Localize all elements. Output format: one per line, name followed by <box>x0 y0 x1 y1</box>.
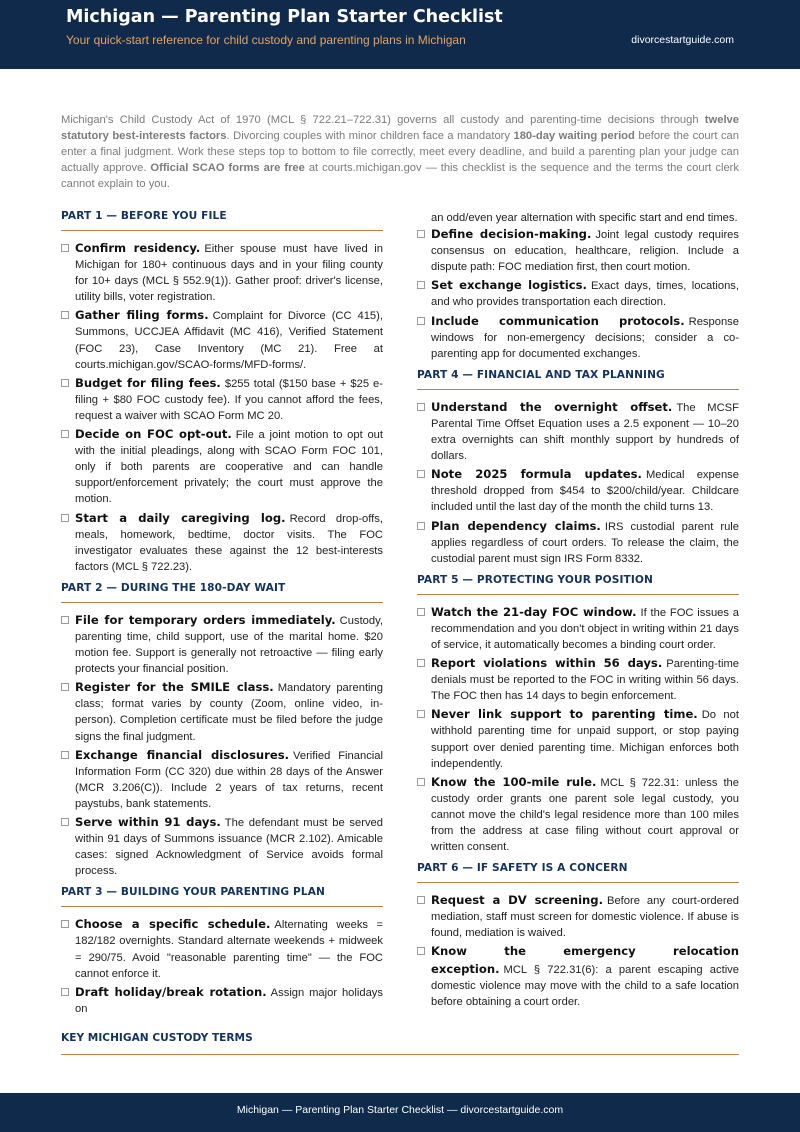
item-text: $255 total ($150 base + $25 e-filing + $80 FOC custody fee). If you cannot afford the fees, request a waiver with SCAO Form MC 20. <box>75 377 384 422</box>
item-lead: Set exchange logistics. <box>431 278 587 293</box>
intro-bold: 180-day waiting period <box>513 130 635 142</box>
section-title-part-2: PART 2 — DURING THE 180-DAY WAIT <box>61 582 383 603</box>
checkbox[interactable] <box>61 430 69 438</box>
checkbox[interactable] <box>417 470 425 478</box>
checkbox[interactable] <box>417 403 425 411</box>
item-lead: Decide on FOC opt-out. <box>75 427 232 442</box>
footer-text: Michigan — Parenting Plan Starter Checklist — divorcestartguide.com <box>236 1104 564 1116</box>
checklist-item <box>417 774 739 855</box>
item-text: Parenting-time denials must be reported to the FOC in writing within 56 days. The FOC then has 14 days to begin enforcement. <box>431 658 739 703</box>
checklist-item <box>61 307 383 372</box>
checklist-item <box>417 226 739 275</box>
checklist-item <box>61 426 383 507</box>
left-column <box>61 210 383 1019</box>
item-text: Before any court-ordered mediation, staff must screen for domestic violence. If abuse is found, mediation is waived. <box>431 895 739 940</box>
item-text: Verified Financial Information Form (CC 320) due within 28 days of the Answer (MCR 3.206(C)). Include 2 years of tax returns, recent paystubs, bank statements. <box>75 749 383 810</box>
item-lead: Know the 100-mile rule. <box>431 774 597 789</box>
item-text: Custody, parenting time, child support, use of the marital home. $20 motion fee. Support is generally not retroactive — filing early protects your financial position. <box>75 614 383 676</box>
item-lead: Gather filing forms. <box>75 308 209 323</box>
checkbox[interactable] <box>417 710 425 718</box>
checkbox[interactable] <box>417 608 425 616</box>
section-title-part-1: PART 1 — BEFORE YOU FILE <box>61 210 383 231</box>
checklist-item <box>61 510 383 575</box>
section-title-part-5: PART 5 — PROTECTING YOUR POSITION <box>417 574 739 595</box>
item-text: Assign major holidays on <box>75 986 383 1015</box>
checkbox[interactable] <box>61 311 69 319</box>
item-lead: Include communication protocols. <box>431 313 685 328</box>
intro-paragraph <box>61 112 739 192</box>
checklist-item <box>417 518 739 567</box>
checklist-item <box>417 277 739 310</box>
page-title: Michigan — Parenting Plan Starter Checklist <box>66 7 503 27</box>
item-lead: Never link support to parenting time. <box>431 707 698 722</box>
checkbox[interactable] <box>417 522 425 530</box>
checklist-item <box>61 240 383 305</box>
checklist-item <box>417 943 739 1009</box>
checklist-item <box>417 706 739 771</box>
item-text: Exact days, times, locations, and who provides transportation each direction. <box>431 280 739 309</box>
item-text: If the FOC issues a recommendation and you don't object in writing within 21 days of service, it automatically becomes a binding court order. <box>431 606 739 651</box>
item-text: The MCSF Parental Time Offset Equation uses a 2.5 exponent — 10–20 extra overnights can shift monthly support by hundreds of dollars. <box>431 401 739 463</box>
checklist-item <box>61 747 383 812</box>
checkbox[interactable] <box>61 818 69 826</box>
checklist-item <box>61 984 383 1017</box>
checkbox[interactable] <box>417 230 425 238</box>
item-text: Response windows for non-emergency decisions; consider a co-parenting app for documented exchanges. <box>431 315 739 360</box>
checklist-item <box>61 679 383 744</box>
checkbox[interactable] <box>417 281 425 289</box>
intro-bold: twelve statutory best-interests factors <box>61 114 739 142</box>
item-text: Medical expense threshold dropped from $454 to $200/child/year. Childcare included until the last day of the month the child turns 13. <box>431 469 739 514</box>
intro-text: at courts.michigan.gov — this checklist is the sequence and the terms the court clerk cannot explain to you. <box>61 162 739 190</box>
checkbox[interactable] <box>61 683 69 691</box>
item-lead: Exchange financial disclosures. <box>75 747 290 762</box>
item-lead: Choose a specific schedule. <box>75 917 271 932</box>
item-text: Record drop-offs, meals, homework, bedtime, doctor visits. The FOC investigator evaluates these against the 12 best-interests factors (MCL § 722.23). <box>75 512 383 573</box>
checklist-item <box>61 814 383 879</box>
right-column <box>417 210 739 1012</box>
checklist-item <box>61 375 383 424</box>
intro-text: before the court can enter a final judgment. Work these steps top to bottom to file correctly, meet every deadline, and build a parenting plan your judge can actually approve. <box>61 130 739 174</box>
item-text: Alternating weeks = 182/182 overnights. Standard alternate weekends + midweek = 290/75. Avoid "reasonable parenting time" — the FOC cannot enforce it. <box>75 919 383 980</box>
item-continuation: an odd/even year alternation with specific start and end times. <box>431 212 738 224</box>
item-text: Either spouse must have lived in Michigan for 180+ continuous days and in your filing county for 10+ days (MCL § 552.9(1)). Gather proof: driver's license, utility bills, voter registration. <box>75 243 384 304</box>
item-lead: Serve within 91 days. <box>75 815 221 829</box>
checkbox[interactable] <box>61 244 69 252</box>
item-text: File a joint motion to opt out with the initial pleadings, along with SCAO Form FOC 101, only if both parents are cooperative and can handle support/enforcement privately; the court must approve the motion. <box>75 429 383 506</box>
page-footer <box>0 1093 800 1132</box>
checkbox[interactable] <box>61 379 69 387</box>
checkbox[interactable] <box>417 778 425 786</box>
item-text: MCL § 722.31(6): a parent escaping active domestic violence may move with the child to a safe location before obtaining a court order. <box>431 963 739 1008</box>
item-lead: Register for the SMILE class. <box>75 680 274 695</box>
item-text: Mandatory parenting class; format varies by county (Zoom, online video, in-person). Completion certificate must be filed before the judge signs the final judgment. <box>75 682 383 743</box>
section-title-part-4: PART 4 — FINANCIAL AND TAX PLANNING <box>417 369 739 390</box>
item-text: Do not withhold parenting time for unpaid support, or stop paying support over denied parenting time. Michigan enforces both independently. <box>431 709 739 770</box>
checkbox[interactable] <box>61 751 69 759</box>
intro-bold: Official SCAO forms are free <box>150 162 305 174</box>
item-lead: Know the emergency relocation exception. <box>431 944 739 976</box>
checkbox[interactable] <box>61 920 69 928</box>
checkbox[interactable] <box>61 988 69 996</box>
item-lead: Budget for filing fees. <box>75 375 221 390</box>
item-lead: Watch the 21-day FOC window. <box>431 604 637 619</box>
checkbox[interactable] <box>61 514 69 522</box>
intro-text: Michigan's Child Custody Act of 1970 (MCL § 722.21–722.31) governs all custody and parenting-time decisions through <box>61 114 705 126</box>
key-terms-title: KEY MICHIGAN CUSTODY TERMS <box>61 1032 739 1055</box>
item-text: MCL § 722.31: unless the custody order grants one parent sole legal custody, you cannot move the child's legal residence more than 100 miles from the address at case filing without court approval or written consent. <box>431 776 739 854</box>
item-lead: Define decision-making. <box>431 227 592 242</box>
page-subtitle: Your quick-start reference for child custody and parenting plans in Michigan <box>66 33 466 47</box>
item-lead: Report violations within 56 days. <box>431 656 663 671</box>
checklist-item <box>417 604 739 653</box>
item-text: The defendant must be served within 91 days of Summons issuance (MCR 2.102). Amicable cases: signed Acknowledgment of Service avoids formal process. <box>75 817 383 878</box>
page-header <box>0 0 800 69</box>
checklist-item <box>61 612 383 677</box>
checklist-item <box>417 892 739 941</box>
intro-text: . Divorcing couples with minor children face a mandatory <box>226 130 514 142</box>
item-lead: Understand the overnight offset. <box>431 399 673 414</box>
checklist-item <box>417 466 739 515</box>
checkbox[interactable] <box>61 616 69 624</box>
item-lead: Request a DV screening. <box>431 893 603 908</box>
checkbox[interactable] <box>417 947 425 955</box>
item-lead: Confirm residency. <box>75 241 201 255</box>
site-link[interactable]: divorcestartguide.com <box>631 34 734 46</box>
item-text: Complaint for Divorce (CC 415), Summons, UCCJEA Affidavit (MC 416), Verified Statement (FOC 23), Case Inventory (MC 21). Free at courts.michigan.gov/SCAO-forms/MFD-forms/. <box>75 310 383 371</box>
section-title-part-3: PART 3 — BUILDING YOUR PARENTING PLAN <box>61 886 383 907</box>
item-text: IRS custodial parent rule applies regardless of court orders. To release the claim, the custodial parent must sign IRS Form 8332. <box>431 520 739 565</box>
item-lead: Start a daily caregiving log. <box>75 510 286 525</box>
item-lead: Note 2025 formula updates. <box>431 467 642 482</box>
checklist-item <box>417 313 739 362</box>
checklist-item <box>61 916 383 981</box>
item-lead: Plan dependency claims. <box>431 518 601 533</box>
item-lead: Draft holiday/break rotation. <box>75 984 267 999</box>
section-title-part-6: PART 6 — IF SAFETY IS A CONCERN <box>417 862 739 883</box>
checkbox[interactable] <box>417 317 425 325</box>
checkbox[interactable] <box>417 659 425 667</box>
checklist-item <box>417 655 739 704</box>
item-lead: File for temporary orders immediately. <box>75 612 336 627</box>
checklist-item <box>417 399 739 464</box>
item-text: Joint legal custody requires consensus on education, healthcare, religion. Include a dispute path: FOC mediation first, then court motion. <box>431 229 739 274</box>
checkbox[interactable] <box>417 896 425 904</box>
